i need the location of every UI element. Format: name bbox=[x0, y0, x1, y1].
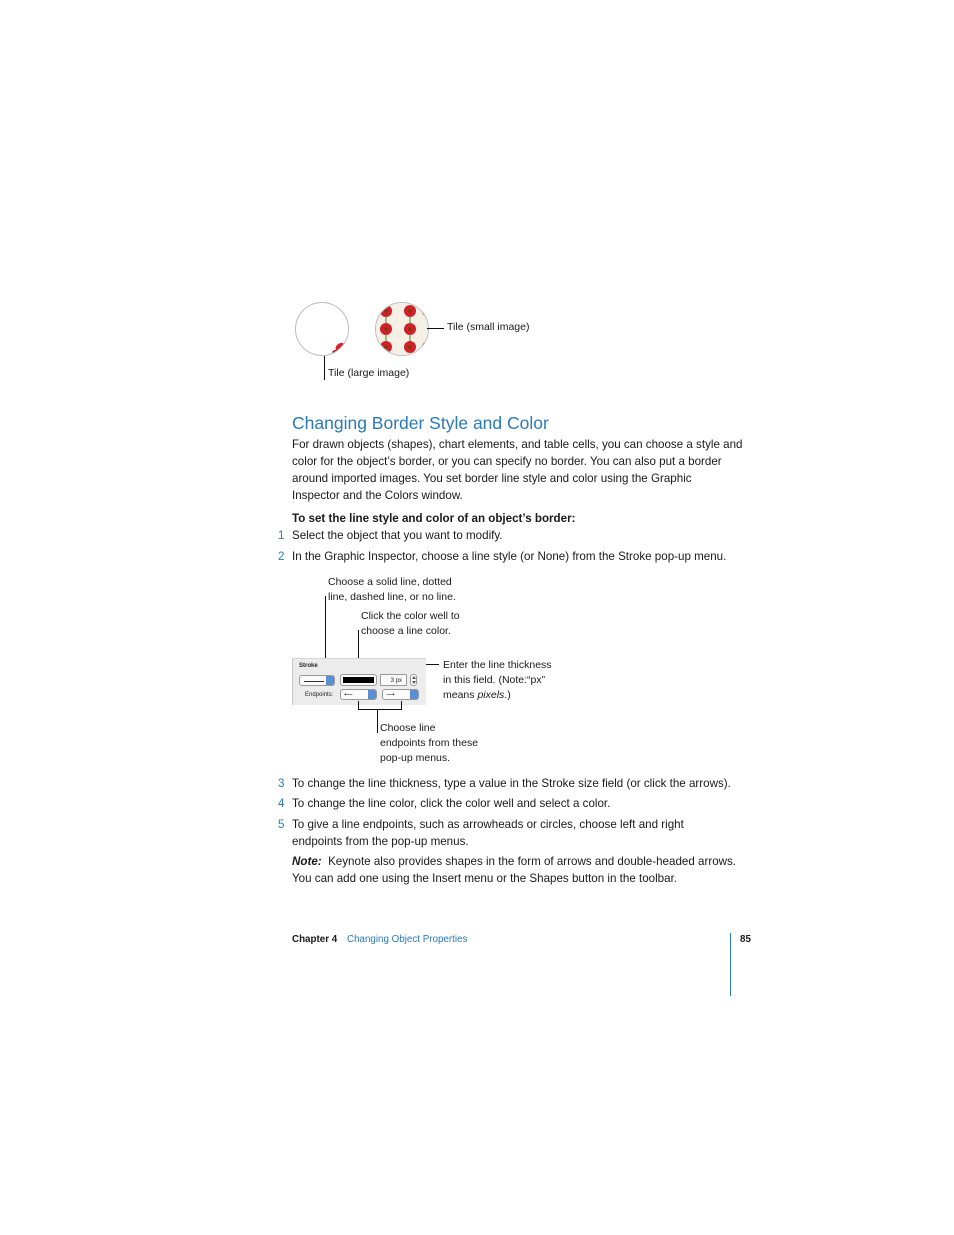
step-number: 1 bbox=[278, 529, 285, 542]
stroke-inspector-panel bbox=[292, 658, 426, 705]
callout-color-text bbox=[361, 609, 460, 639]
stroke-size-value: 3 px bbox=[390, 678, 402, 684]
line-style-popup[interactable] bbox=[299, 675, 335, 686]
callout-line-text: line, dashed line, or no line. bbox=[328, 591, 456, 603]
flower-petal-image bbox=[296, 303, 348, 355]
callout-fragment: means bbox=[443, 689, 478, 701]
step-text bbox=[292, 816, 684, 850]
endpoints-label: Endpoints: bbox=[305, 692, 334, 698]
callout-line-text: in this field. (Note:“px” bbox=[443, 674, 546, 686]
bracket-right bbox=[401, 701, 402, 709]
footer-chapter-title[interactable]: Changing Object Properties bbox=[347, 934, 468, 945]
intro-line: Inspector and the Colors window. bbox=[292, 489, 463, 502]
intro-line: For drawn objects (shapes), chart elements, and table cells, you can choose a style and bbox=[292, 438, 743, 451]
stepper-down-icon bbox=[412, 681, 416, 684]
note-label: Note: bbox=[292, 855, 322, 868]
callout-line-text: choose a line color. bbox=[361, 625, 451, 637]
step-line: To give a line endpoints, such as arrowheads or circles, choose left and right bbox=[292, 818, 684, 831]
tile-large-circle bbox=[295, 302, 349, 356]
right-endpoint-popup[interactable] bbox=[382, 689, 419, 700]
intro-paragraph bbox=[292, 436, 742, 504]
callout-line-text: Click the color well to bbox=[361, 610, 460, 622]
step-line: endpoints from the pop-up menus. bbox=[292, 835, 469, 848]
callout-fragment: .) bbox=[504, 689, 511, 701]
stroke-size-stepper[interactable] bbox=[410, 674, 417, 686]
note-line bbox=[292, 853, 736, 870]
tile-small-label: Tile (small image) bbox=[447, 321, 530, 333]
footer-divider bbox=[730, 933, 731, 996]
right-arrow-icon: ⟶ bbox=[386, 692, 395, 698]
callout-endpoints-text bbox=[380, 721, 478, 766]
tile-large-label: Tile (large image) bbox=[328, 367, 410, 379]
stepper-up-icon bbox=[412, 676, 416, 679]
step-number: 2 bbox=[278, 550, 285, 563]
bracket-bottom bbox=[358, 709, 402, 710]
callout-thickness-text bbox=[443, 658, 552, 703]
callout-line-text: endpoints from these bbox=[380, 737, 479, 749]
section-title: Changing Border Style and Color bbox=[292, 413, 549, 433]
stroke-color-well[interactable] bbox=[340, 674, 377, 686]
intro-line: around imported images. You set border line style and color using the Graphic bbox=[292, 472, 692, 485]
step-text: Select the object that you want to modify. bbox=[292, 529, 503, 542]
callout-line-text bbox=[443, 688, 552, 703]
step-number: 4 bbox=[278, 797, 285, 810]
callout-emphasis: pixels bbox=[477, 689, 505, 701]
left-endpoint-popup[interactable] bbox=[340, 689, 377, 700]
note-paragraph bbox=[292, 853, 736, 887]
callout-line-text: Choose a solid line, dotted bbox=[328, 576, 452, 588]
callout-style-text bbox=[328, 575, 456, 605]
note-text: Keynote also provides shapes in the form of arrows and double-headed arrows. bbox=[328, 855, 737, 868]
step-text: To change the line thickness, type a value in the Stroke size field (or click the arrows). bbox=[292, 777, 731, 790]
popup-arrows-icon bbox=[368, 690, 376, 699]
stroke-label: Stroke bbox=[299, 663, 318, 669]
flower-tile-image bbox=[376, 303, 428, 355]
step-text: To change the line color, click the color well and select a color. bbox=[292, 797, 611, 810]
callout-line-endpoints bbox=[377, 709, 378, 733]
callout-line-small-tile bbox=[427, 328, 444, 329]
footer-chapter: Chapter 4 bbox=[292, 934, 338, 945]
step-text: In the Graphic Inspector, choose a line style (or None) from the Stroke pop-up menu. bbox=[292, 550, 727, 563]
popup-arrows-icon bbox=[326, 676, 334, 685]
note-line: You can add one using the Insert menu or the Shapes button in the toolbar. bbox=[292, 872, 678, 885]
line-style-sample bbox=[304, 681, 324, 682]
intro-line: color for the object’s border, or you can specify no border. You can also put a border bbox=[292, 455, 722, 468]
callout-line-text: Choose line bbox=[380, 722, 436, 734]
task-heading: To set the line style and color of an object’s border: bbox=[292, 512, 576, 525]
tile-small-circle bbox=[375, 302, 429, 356]
callout-line-large-tile bbox=[324, 356, 325, 380]
stroke-size-field[interactable] bbox=[380, 674, 407, 686]
step-number: 3 bbox=[278, 777, 285, 790]
bracket-left bbox=[358, 701, 359, 709]
callout-line-text: Enter the line thickness bbox=[443, 659, 552, 671]
callout-line-text: pop-up menus. bbox=[380, 752, 451, 764]
page-number: 85 bbox=[740, 934, 751, 945]
color-swatch bbox=[343, 677, 374, 683]
popup-arrows-icon bbox=[410, 690, 418, 699]
step-number: 5 bbox=[278, 818, 285, 831]
left-arrow-icon: ⟵ bbox=[344, 692, 353, 698]
